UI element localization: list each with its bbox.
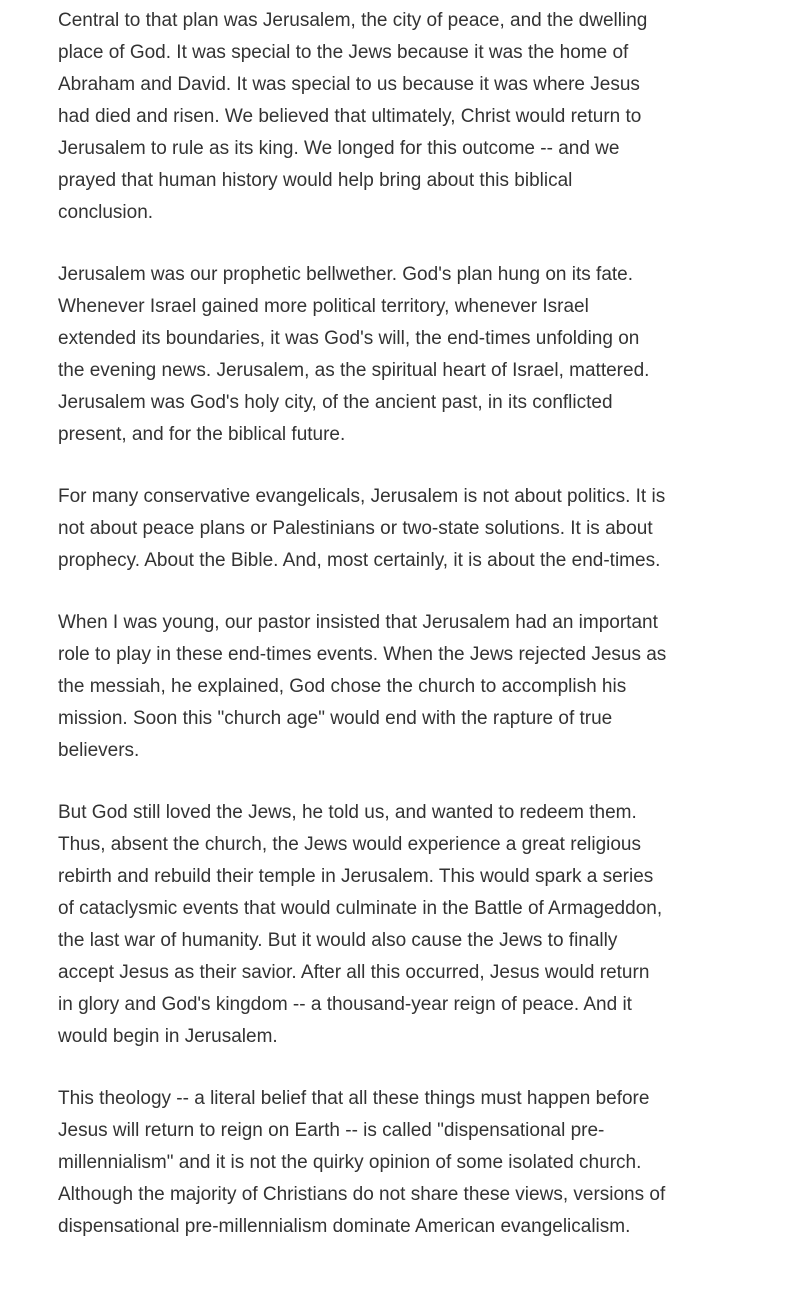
- paragraph: When I was young, our pastor insisted that Jerusalem had an important role to play in these end-times events. When the Jews rejected Jesus as the messiah, he explained, God chose the church to accomplish his mission. Soon this "church age" would end with the rapture of true believers.: [58, 612, 667, 761]
- paragraph: This theology -- a literal belief that all these things must happen before Jesus will return to reign on Earth -- is called "dispensational pre-millennialism" and it is not the quirky opinion of some isolated church. Although the majority of Christians do not share these views, versions of dispensational pre-millennialism dominate American evangelicalism.: [58, 1088, 666, 1237]
- paragraph: For many conservative evangelicals, Jerusalem is not about politics. It is not about peace plans or Palestinians or two-state solutions. It is about prophecy. About the Bible. And, most certainly, it is about the end-times.: [58, 486, 666, 571]
- paragraph: But God still loved the Jews, he told us, and wanted to redeem them. Thus, absent the church, the Jews would experience a great religious rebirth and rebuild their temple in Jerusalem. This would spark a series of cataclysmic events that would culminate in the Battle of Armageddon, the last war of humanity. But it would also cause the Jews to finally accept Jesus as their savior. After all this occurred, Jesus would return in glory and God's kingdom -- a thousand-year reign of peace. And it would begin in Jerusalem.: [58, 802, 663, 1047]
- article-body: [58, 5, 668, 1243]
- paragraph: Jerusalem was our prophetic bellwether. God's plan hung on its fate. Whenever Israel gained more political territory, whenever Israel extended its boundaries, it was God's will, the end-times unfolding on the evening news. Jerusalem, as the spiritual heart of Israel, mattered. Jerusalem was God's holy city, of the ancient past, in its conflicted present, and for the biblical future.: [58, 264, 650, 445]
- paragraph: Central to that plan was Jerusalem, the city of peace, and the dwelling place of God. It was special to the Jews because it was the home of Abraham and David. It was special to us because it was where Jesus had died and risen. We believed that ultimately, Christ would return to Jerusalem to rule as its king. We longed for this outcome -- and we prayed that human history would help bring about this biblical conclusion.: [58, 10, 648, 223]
